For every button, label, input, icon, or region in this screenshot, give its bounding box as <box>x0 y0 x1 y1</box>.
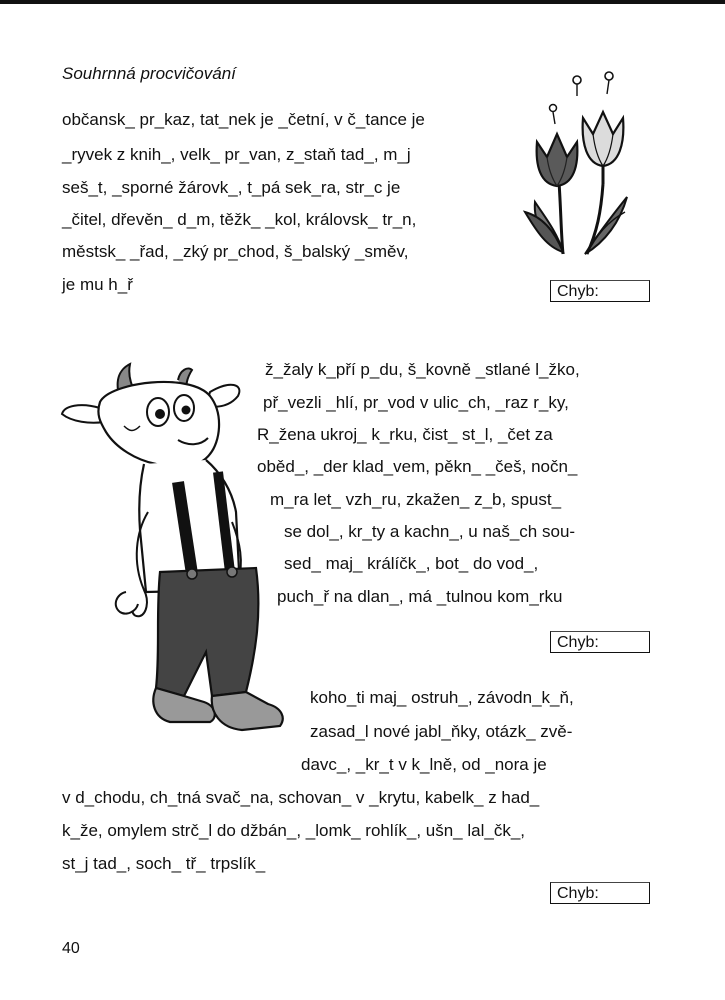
page-number: 40 <box>62 940 80 957</box>
exercise-line: _čitel, dřevěn_ d_m, těžk_ _kol, královsk_ tr_n, <box>62 210 417 229</box>
exercise-line: v d_chodu, ch_tná svač_na, schovan_ v _krytu, kabelk_ z had_ <box>62 788 540 807</box>
exercise-line: R_žena ukroj_ k_rku, čist_ st_l, _čet za <box>257 425 553 444</box>
tulips-illustration <box>515 72 635 257</box>
exercise-line: ž_žaly k_pří p_du, š_kovně _stlané l_žko, <box>265 360 580 379</box>
error-count-box[interactable] <box>550 280 650 302</box>
exercise-line: davc_, _kr_t v k_lně, od _nora je <box>301 755 547 774</box>
exercise-line: sed_ maj_ králíčk_, bot_ do vod_, <box>284 554 539 573</box>
error-count-label: Chyb: <box>557 885 599 902</box>
exercise-line: koho_ti maj_ ostruh_, závodn_k_ň, <box>310 688 574 707</box>
exercise-line: oběd_, _der klad_vem, pěkn_ _češ, nočn_ <box>257 457 578 476</box>
error-count-box[interactable] <box>550 631 650 653</box>
exercise-line: př_vezli _hlí, pr_vod v ulic_ch, _raz r_ky, <box>263 393 569 412</box>
exercise-line: k_že, omylem strč_l do džbán_, _lomk_ rohlík_, ušn_ lal_čk_, <box>62 821 526 840</box>
exercise-line: m_ra let_ vzh_ru, zkažen_ z_b, spust_ <box>270 490 562 509</box>
exercise-line: městsk_ _řad, _zký pr_chod, š_balský _směv, <box>62 242 409 261</box>
exercise-line: _ryvek z knih_, velk_ pr_van, z_staň tad_, m_j <box>62 145 411 164</box>
exercise-line: seš_t, _sporné žárovk_, t_pá sek_ra, str_c je <box>62 178 401 197</box>
page-title: Souhrnná procvičování <box>62 64 236 83</box>
exercise-line: puch_ř na dlan_, má _tulnou kom_rku <box>277 587 563 606</box>
goat-illustration <box>60 362 285 757</box>
top-border <box>0 0 725 4</box>
exercise-line: se dol_, kr_ty a kachn_, u naš_ch sou- <box>284 522 576 541</box>
error-count-label: Chyb: <box>557 634 599 651</box>
error-count-box[interactable] <box>550 882 650 904</box>
exercise-line: st_j tad_, soch_ tř_ trpslík_ <box>62 854 266 873</box>
error-count-label: Chyb: <box>557 283 599 300</box>
exercise-line: občansk_ pr_kaz, tat_nek je _četní, v č_tance je <box>62 110 425 129</box>
exercise-line: zasad_l nové jabl_ňky, otázk_ zvě- <box>310 722 573 741</box>
exercise-line: je mu h_ř <box>62 275 133 294</box>
